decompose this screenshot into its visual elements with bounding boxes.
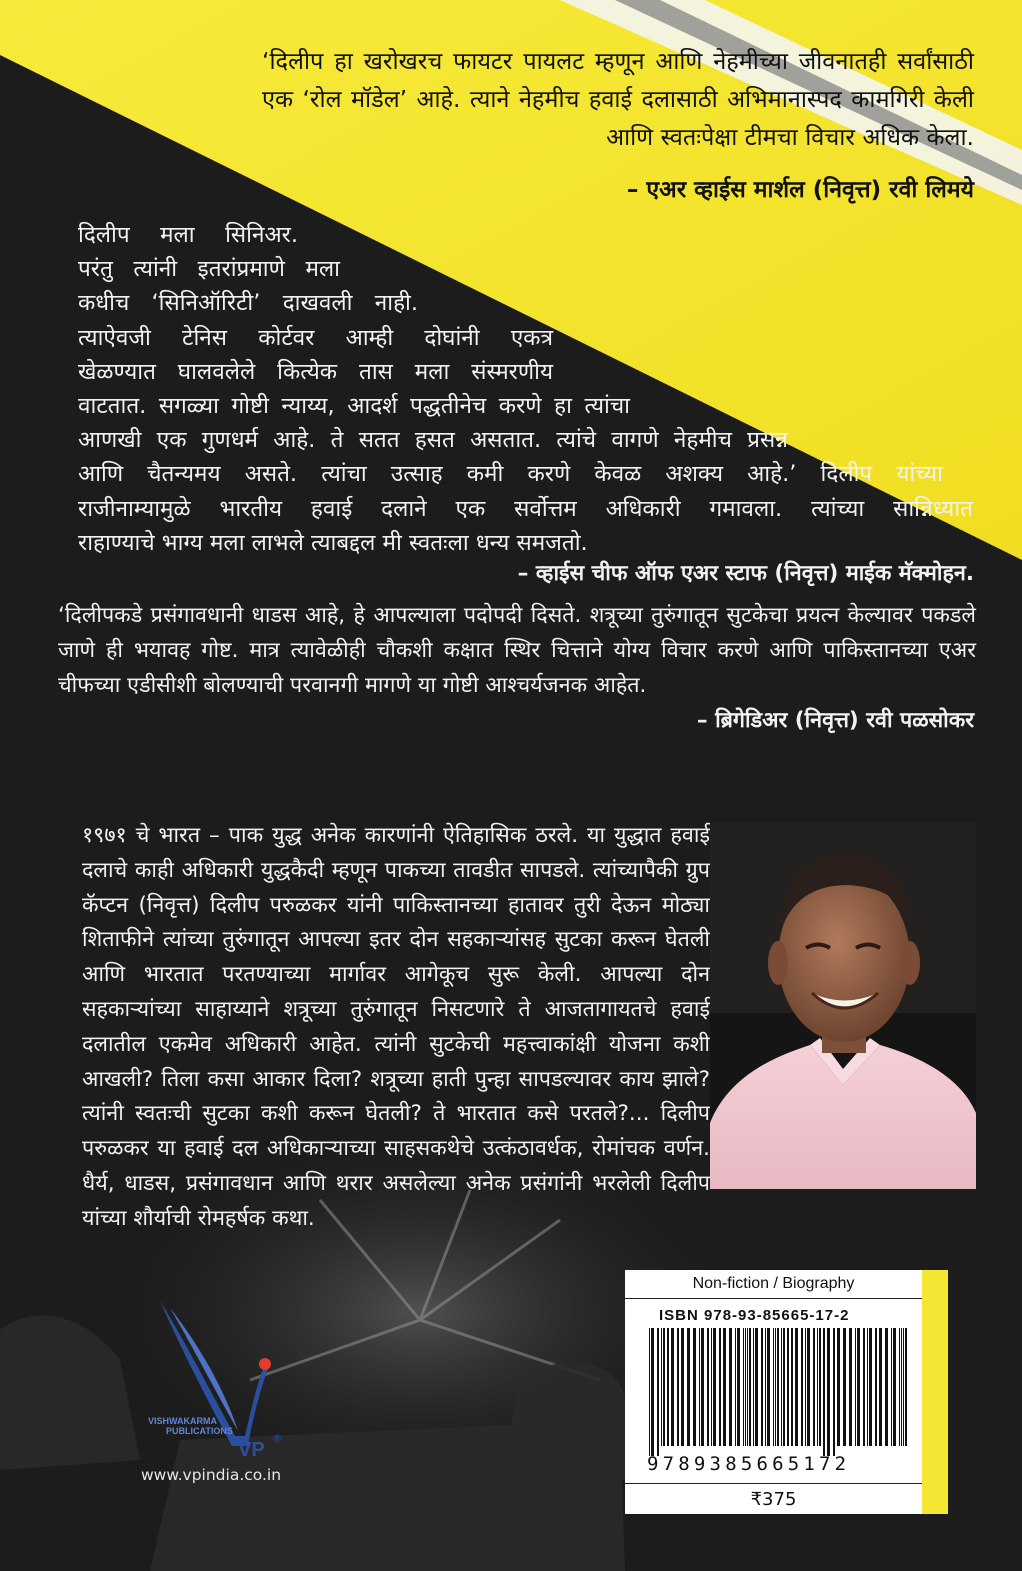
barcode-bar [661, 1328, 662, 1446]
barcode-bar [753, 1328, 754, 1446]
barcode-bar [677, 1328, 679, 1446]
barcode-number: 9789385665172 [647, 1453, 851, 1475]
barcode-bar [849, 1328, 852, 1446]
barcode-bar [649, 1328, 650, 1456]
attribution-palsokar: – ब्रिगेडिअर (निवृत्त) रवी पळसोकर [696, 708, 974, 733]
quote-palsokar: ‘दिलीपकडे प्रसंगावधानी धाडस आहे, हे आपल्याला पदोपदी दिसते. शत्रूच्या तुरुंगातून सुटकेचा प्रयत्न केल्यावर पकडले जाणे ही भयावह गोष्ट. मात्र त्यावेळीही चौकशी कक्षात स्थिर चित्ताने योग्य विचार करणे आणि पाकिस्तानच्या एअर चीफच्या एडीसीशी बोलण्याची परवानगी मागणे या गोष्टी आश्चर्यजनक आहेत. [58, 603, 976, 698]
barcode-bar [729, 1328, 732, 1446]
logo-dot [259, 1358, 271, 1370]
barcode-bar [837, 1328, 840, 1446]
barcode-bar [775, 1328, 776, 1446]
book-category: Non-fiction / Biography [625, 1270, 922, 1299]
quote-mcmohan-line: खेळण्यात घालवलेले कित्येक तास मला संस्मरणीय [78, 358, 553, 385]
barcode-bar [687, 1328, 690, 1446]
barcode-bar [781, 1328, 782, 1446]
quote-mcmohan-line: राजीनाम्यामुळे भारतीय हवाई दलाने एक सर्वोत्तम अधिकारी गमावला. त्यांच्या सान्निध्यात [78, 495, 973, 522]
barcode-bar [777, 1328, 779, 1446]
quote-mcmohan-line: आणखी एक गुणधर्म आहे. ते सतत हसत असतात. त्यांचे वागणे नेहमीच प्रसन्न [78, 427, 788, 454]
quote-mcmohan-line: आणि चैतन्यमय असते. त्यांचा उत्साह कमी करणे केवळ अशक्य आहे.’ दिलीप यांच्या [78, 461, 943, 488]
barcode-bar [857, 1328, 860, 1446]
barcode-bar [743, 1328, 744, 1446]
barcode-bar [823, 1328, 825, 1456]
logo-v-inner [170, 1308, 238, 1431]
barcode-bar [787, 1328, 789, 1446]
barcode-bar [863, 1328, 865, 1446]
quote-mcmohan [78, 218, 978, 560]
barcode-bar [735, 1328, 736, 1446]
barcode-bar [707, 1328, 709, 1446]
attribution-limaye: – एअर व्हाईस मार्शल (निवृत्त) रवी लिमये [626, 177, 974, 203]
barcode-bar [701, 1328, 704, 1446]
barcode-bar [719, 1328, 721, 1446]
barcode-bar [869, 1328, 872, 1446]
quote-mcmohan-line: कधीच ‘सिनिऑरिटी’ दाखवली नाही. [78, 290, 418, 317]
barcode-bar [681, 1328, 684, 1446]
barcode-bar [855, 1328, 856, 1446]
quote-mcmohan-line: परंतु त्यांनी इतरांप्रमाणे मला [78, 256, 340, 283]
barcode-bar [901, 1328, 902, 1446]
barcode-bar [667, 1328, 669, 1446]
barcode-bar [693, 1328, 696, 1446]
barcode-bar [899, 1328, 900, 1446]
barcode-bar [745, 1328, 746, 1446]
barcode-bar [903, 1328, 904, 1446]
barcode-bar [791, 1328, 793, 1446]
barcode-bar [713, 1328, 716, 1446]
barcode-bar [795, 1328, 798, 1446]
photo-ear-right [900, 941, 920, 985]
barcode-bar [755, 1328, 758, 1446]
quote-mcmohan-line: राहाण्याचे भाग्य मला लाभले त्याबद्दल मी स्वतःला धन्य समजतो. [78, 529, 588, 556]
isbn-label: ISBN 978-93-85665-17-2 [659, 1307, 850, 1324]
barcode-bar [805, 1328, 806, 1446]
barcode-yellow-strip [922, 1270, 948, 1514]
barcode-bar [807, 1328, 810, 1446]
barcode-bar [867, 1328, 868, 1446]
barcode-bar [783, 1328, 785, 1446]
barcode-bar [905, 1328, 907, 1446]
barcode-bar [657, 1328, 659, 1456]
barcode-bar [833, 1328, 835, 1456]
barcode-bar [801, 1328, 803, 1446]
barcode-bar [885, 1328, 888, 1446]
book-price: ₹375 [625, 1483, 922, 1515]
logo-registered-mark: ® [272, 1432, 283, 1445]
publisher-website[interactable]: www.vpindia.co.in [141, 1466, 282, 1484]
barcode-bar [893, 1328, 896, 1446]
publisher-logo [140, 1296, 300, 1466]
author-photo [710, 823, 976, 1189]
barcode-bar [671, 1328, 674, 1446]
barcode-bar [767, 1328, 770, 1446]
barcode-bar [891, 1328, 892, 1446]
barcode-bar [765, 1328, 766, 1446]
barcode-bar [747, 1328, 748, 1446]
barcode-bar [651, 1328, 654, 1456]
book-blurb: १९७१ चे भारत – पाक युद्ध अनेक कारणांनी ऐतिहासिक ठरले. या युद्धात हवाई दलाचे काही अधिकारी युद्धकैदी म्हणून पाकच्या तावडीत सापडले. त्यांच्यापैकी ग्रुप कॅप्टन (निवृत्त) दिलीप परुळकर यांनी पाकिस्तानच्या हातावर तुरी देऊन मोठ्या शिताफीने त्यांच्या तुरुंगातून आपल्या इतर दोन सहकाऱ्यांसह सुटका करून घेतली आणि भारतात परतण्याच्या मार्गावर आगेकूच सुरू केली. आपल्या दोन सहकाऱ्यांच्या साहाय्याने शत्रूच्या तुरुंगातून निसटणारे ते आजतागायतचे हवाई दलातील एकमेव अधिकारी आहेत. त्यांनी सुटकेची महत्त्वाकांक्षी योजना कशी आखली? तिला कसा आकार दिला? शत्रूच्या हाती पुन्हा सापडल्यावर काय झाले? त्यांनी स्वतःची सुटका कशी करून घेतली? ते भारतात कसे परतले?... दिलीप परुळकर या हवाई दल अधिकाऱ्याच्या साहसकथेचे उत्कंठावर्धक, रोमांचक वर्णन. धैर्य, धाडस, प्रसंगावधान आणि थरार असलेल्या अनेक प्रसंगांनी भरलेली दिलीप यांच्या शौर्याची रोमहर्षक कथा. [82, 823, 710, 1231]
barcode-bar [773, 1328, 774, 1446]
barcode-bar [827, 1328, 830, 1456]
barcode-bar [879, 1328, 882, 1446]
quote-limaye: ‘दिलीप हा खरोखरच फायटर पायलट म्हणून आणि नेहमीच्या जीवनातही सर्वांसाठी एक ‘रोल मॉडेल’ आहे. त्याने नेहमीच हवाई दलासाठी अभिमानास्पद कामगिरी केली आणि स्वतःपेक्षा टीमचा विचार अधिक केला. [262, 47, 974, 151]
barcode-bar [711, 1328, 712, 1446]
barcode-bar [843, 1328, 846, 1446]
quote-mcmohan-line: वाटतात. सगळ्या गोष्टी न्याय्य, आदर्श पद्धतीनेच करणे हा त्यांचा [78, 393, 630, 420]
barcode-bar [663, 1328, 665, 1446]
attribution-mcmohan: – व्हाईस चीफ ऑफ एअर स्टाफ (निवृत्त) माईक मॅक्मोहन. [517, 561, 974, 586]
barcode-bar [723, 1328, 726, 1446]
quote-mcmohan-line: त्याऐवजी टेनिस कोर्टवर आम्ही दोघांनी एकत्र [78, 324, 553, 351]
quote-mcmohan-line: दिलीप मला सिनिअर. [78, 222, 298, 248]
barcode-bar [813, 1328, 815, 1446]
photo-ear-left [768, 941, 788, 985]
barcode-bar [817, 1328, 818, 1446]
barcode-bars [645, 1328, 915, 1458]
barcode-bar [875, 1328, 877, 1446]
logo-mark-vp: VP [238, 1439, 265, 1461]
barcode-panel [625, 1270, 922, 1514]
barcode-bar [699, 1328, 700, 1446]
barcode-bar [749, 1328, 751, 1446]
logo-text-publications: PUBLICATIONS [166, 1426, 233, 1436]
barcode-bar [819, 1328, 821, 1446]
barcode-bar [737, 1328, 740, 1446]
logo-text-vishwakarma: VISHWAKARMA [148, 1416, 217, 1426]
barcode-bar [761, 1328, 763, 1446]
